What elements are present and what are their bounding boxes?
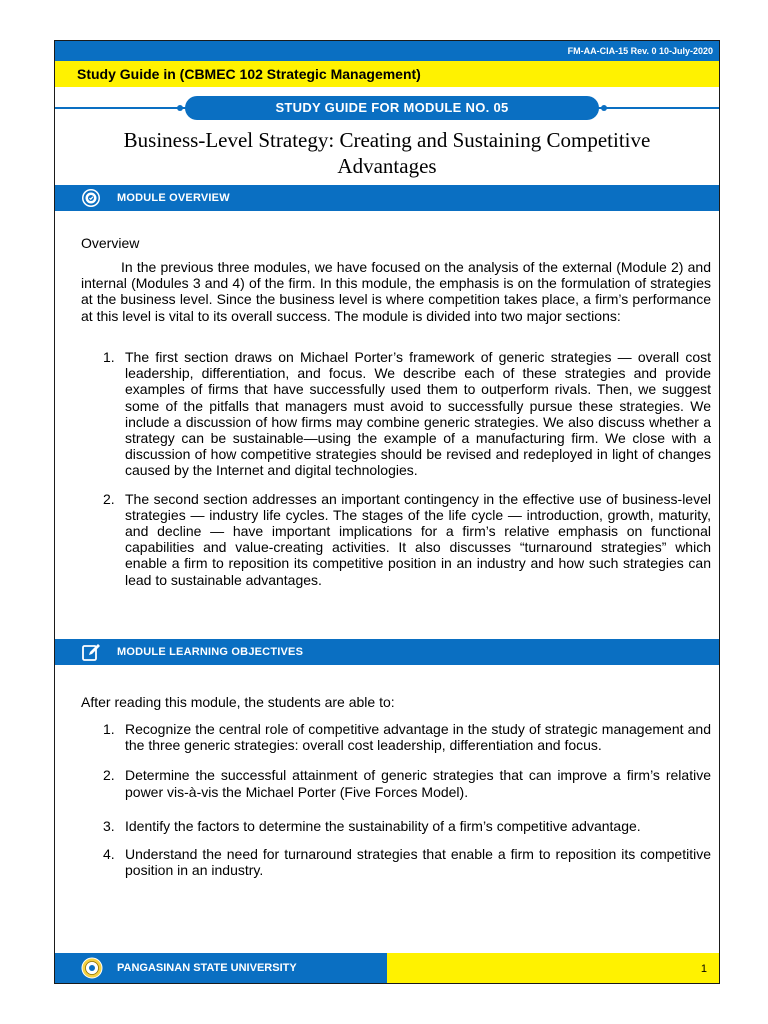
list-item: [81, 846, 711, 878]
study-guide-title: Study Guide in (CBMEC 102 Strategic Management): [77, 66, 421, 82]
footer-yellow-panel: [387, 953, 719, 983]
list-text: Determine the successful attainment of generic strategies that can improve a firm’s relative power vis-à-vis the Michael Porter (Five Forces Model).: [125, 767, 711, 800]
list-number: 2.: [103, 767, 115, 784]
page-number: 1: [700, 963, 707, 975]
module-overview-bar: [55, 185, 719, 211]
list-item: [81, 721, 711, 753]
overview-list: [81, 349, 711, 588]
list-item: [81, 818, 711, 834]
pill-dot-left: [177, 105, 183, 111]
list-item: [81, 491, 711, 588]
module-pill-label: STUDY GUIDE FOR MODULE NO. 05: [275, 100, 509, 115]
list-text: The second section addresses an important contingency in the effective use of business-level strategies — industry life cycles. The stages of the life cycle — introduction, growth, maturity, and decline — have important implications for a firm’s relative emphasis on functional capabilities and value-creating activities. It also discusses “turnaround strategies” which enable a firm to reposition its competitive position in an industry and how such strategies can lead to sustainable advantages.: [125, 490, 711, 588]
list-item: [81, 349, 711, 479]
list-text: Recognize the central role of competitive advantage in the study of strategic management and the three generic strategies: overall cost leadership, differentiation and focus.: [125, 721, 711, 754]
magnifier-icon: [81, 188, 101, 208]
objectives-list: [81, 721, 711, 878]
footer-blue-panel: [55, 953, 387, 983]
list-number: 1.: [103, 721, 115, 737]
list-number: 1.: [103, 349, 115, 365]
list-item: [81, 767, 711, 799]
footer: [55, 953, 719, 983]
module-learning-objectives-bar: [55, 639, 719, 665]
module-overview-label: MODULE OVERVIEW: [117, 192, 230, 204]
overview-intro: In the previous three modules, we have focused on the analysis of the external (Module 2) and internal (Modules 3 and 4) of the firm. In this module, the emphasis is on the formulation of strategies at the business level. Since the business level is where competition takes place, a firm’s performance at this level is vital to its overall success. The module is divided into two major sections:: [81, 259, 711, 324]
pill-dot-right: [601, 105, 607, 111]
form-code-bar: [55, 41, 719, 61]
page-title: Business-Level Strategy: Creating and Sustaining Competitive Advantages: [123, 128, 651, 178]
university-name: PANGASINAN STATE UNIVERSITY: [117, 962, 297, 974]
form-code: FM-AA-CIA-15 Rev. 0 10-July-2020: [567, 46, 713, 56]
objectives-intro: After reading this module, the students are able to:: [81, 694, 395, 710]
edit-icon: [81, 642, 101, 662]
list-number: 3.: [103, 817, 115, 834]
study-guide-bar: [55, 61, 719, 87]
page-frame: [54, 40, 720, 984]
list-text: The first section draws on Michael Porter’s framework of generic strategies — overall cost leadership, differentiation, and focus. We describe each of these strategies and provide examples of firms that have successfully used them to outperform rivals. Then, we suggest some of the pitfalls that managers must avoid to successfully pursue these strategies. We include a discussion of how firms may combine generic strategies. We also discuss whether a strategy can be sustainable—using the example of a manufacturing firm. We close with a discussion of how competitive strategies should be revised and redeployed in light of changes caused by the Internet and digital technologies.: [125, 349, 711, 479]
overview-heading: Overview: [81, 235, 140, 251]
module-learning-objectives-label: MODULE LEARNING OBJECTIVES: [117, 646, 304, 658]
university-seal-icon: [81, 957, 103, 979]
list-number: 4.: [103, 846, 115, 863]
list-text: Understand the need for turnaround strategies that enable a firm to reposition its competitive position in an industry.: [125, 846, 711, 879]
module-pill: [185, 96, 599, 120]
list-text: Identify the factors to determine the sustainability of a firm’s competitive advantage.: [125, 817, 641, 834]
list-number: 2.: [103, 490, 115, 507]
